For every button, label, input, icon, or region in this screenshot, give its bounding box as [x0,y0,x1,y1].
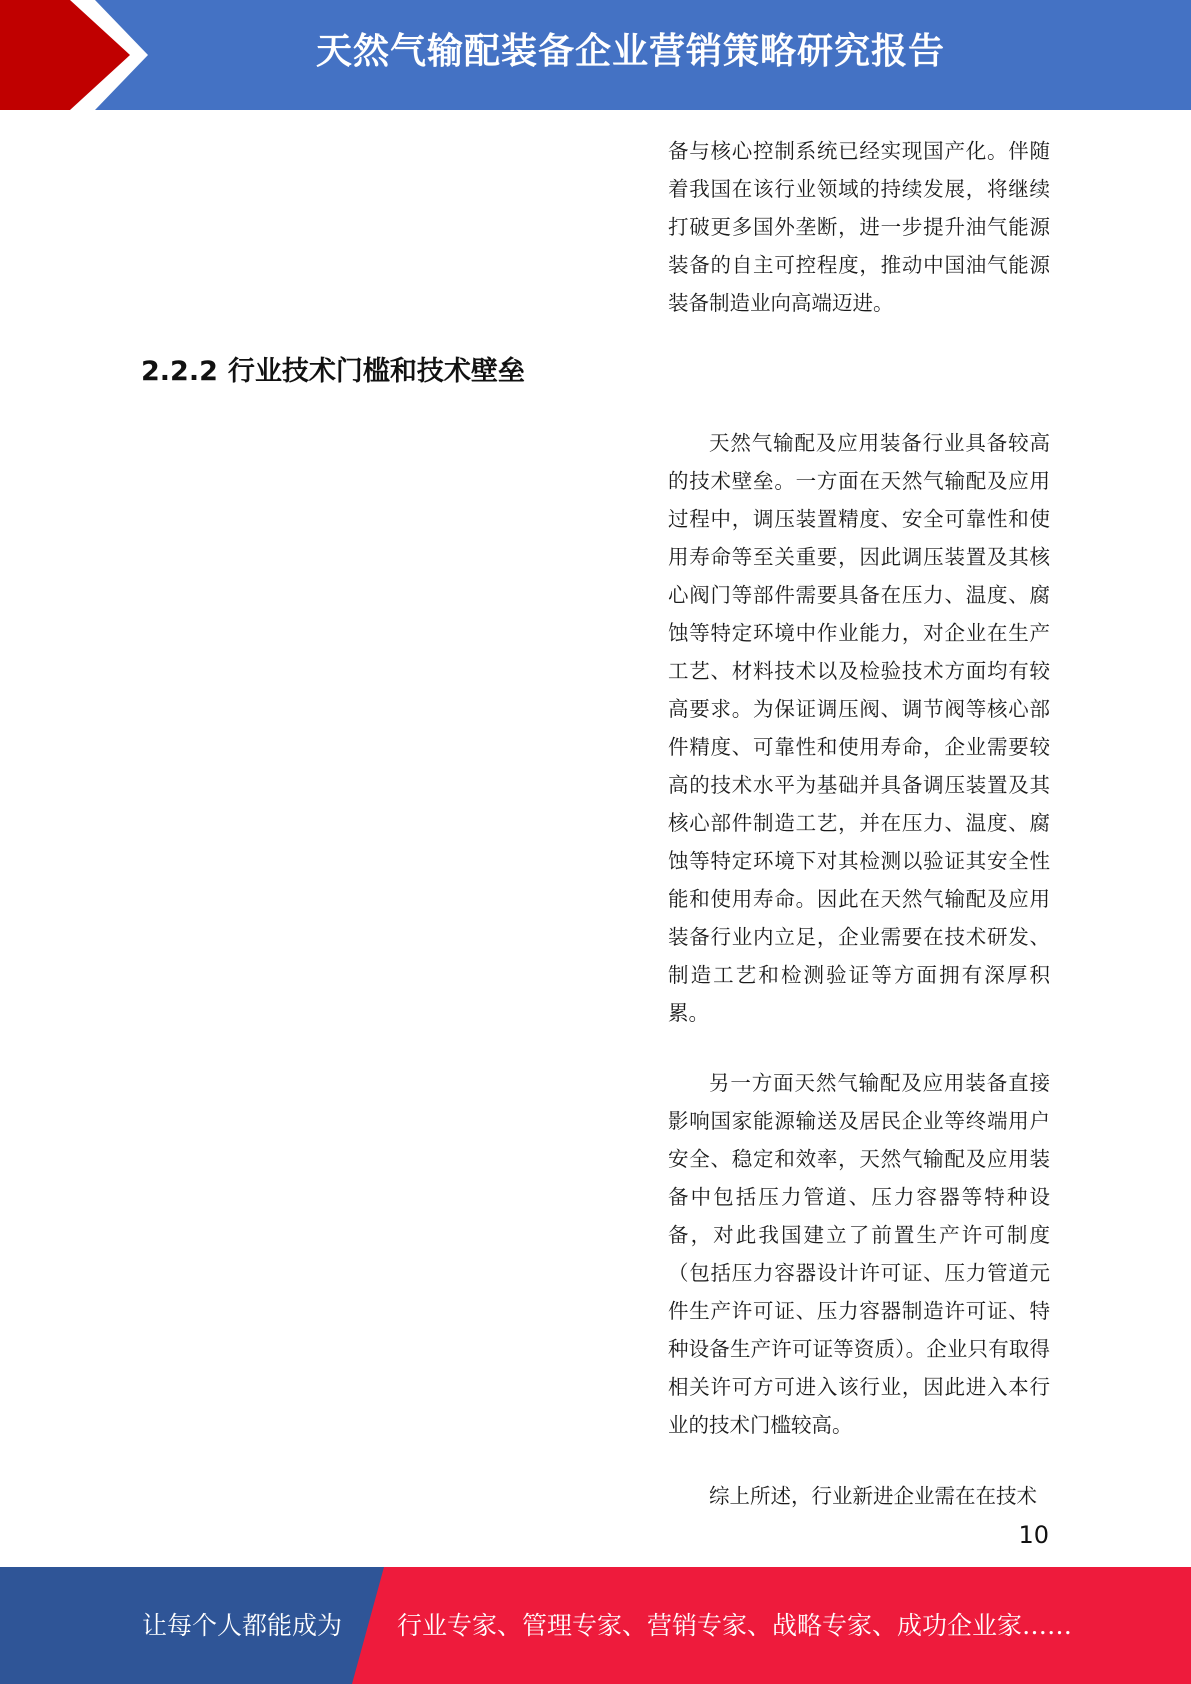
document-title: 天然气输配装备企业营销策略研究报告 [315,31,945,72]
body-paragraph-2: 另一方面天然气输配及应用装备直接影响国家能源输送及居民企业等终端用户安全、稳定和效率，天然气输配及应用装备中包括压力管道、压力容器等特种设备，对此我国建立了前置生产许可制度（包括压力容器设计许可证、压力管道元件生产许可证、压力容器制造许可证、特种设备生产许可证等资质）。企业只有取得相关许可方可进入该行业，因此进入本行业的技术门槛较高。 [668,1071,1050,1437]
page-header [0,0,1191,110]
footer-slogan-right: 行业专家、管理专家、营销专家、战略专家、成功企业家…… [397,1611,1073,1640]
page-footer [0,1567,1191,1684]
section-number: 2.2.2 [141,356,218,387]
section-heading [141,350,525,394]
body-paragraph-1: 天然气输配及应用装备行业具备较高的技术壁垒。一方面在天然气输配及应用过程中，调压装置精度、安全可靠性和使用寿命等至关重要，因此调压装置及其核心阀门等部件需要具备在压力、温度、腐蚀等特定环境中作业能力，对企业在生产工艺、材料技术以及检验技术方面均有较高要求。为保证调压阀、调节阀等核心部件精度、可靠性和使用寿命，企业需要较高的技术水平为基础并具备调压装置及其核心部件制造工艺，并在压力、温度、腐蚀等特定环境下对其检测以验证其安全性能和使用寿命。因此在天然气输配及应用装备行业内立足，企业需要在技术研发、制造工艺和检测验证等方面拥有深厚积累。 [668,431,1050,1025]
body-paragraph-3: 综上所述，行业新进企业需在在技术 [709,1484,1037,1508]
continued-paragraph: 备与核心控制系统已经实现国产化。伴随着我国在该行业领域的持续发展，将继续打破更多国外垄断，进一步提升油气能源装备的自主可控程度，推动中国油气能源装备制造业向高端迈进。 [668,139,1050,315]
header-chevron-decoration [0,0,160,110]
section-title: 行业技术门槛和技术壁垒 [227,356,525,387]
footer-slogan-left: 让每个人都能成为 [142,1611,343,1640]
page-number: 10 [1018,1521,1049,1549]
